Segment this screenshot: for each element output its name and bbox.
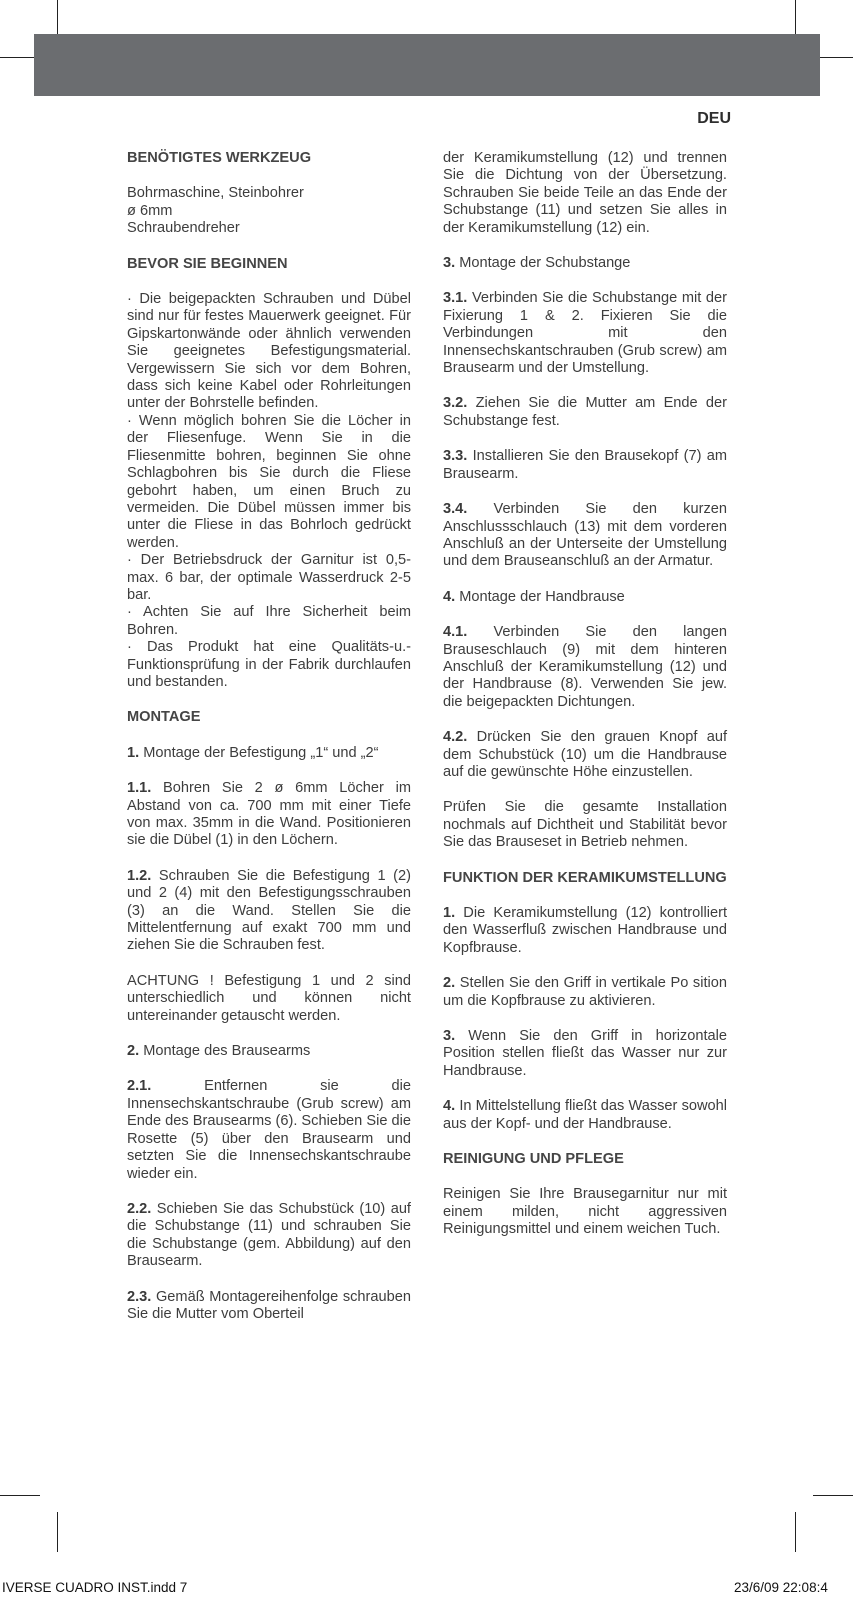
step-text: Wenn Sie den Griff in horizontale Position stellen fließt das Wasser nur zur Handbrause. xyxy=(443,1028,727,1079)
step-1-2 xyxy=(127,868,411,955)
continued-text: der Keramikumstellung (12) und trennen Sie die Dichtung von der Übersetzung. Schrauben Sie beide Teile an das Ende der Schubstange (11) und setzen Sie alles in der Keramikumstellung (12) ein. xyxy=(443,150,727,236)
step-text: Gemäß Montagereihenfolge schrauben Sie die Mutter vom Oberteil xyxy=(127,1288,411,1322)
step-text: Bohren Sie 2 ø 6mm Löcher im Abstand von ca. 700 mm mit einer Tiefe von max. 35mm in die Wand. Positionieren sie die Dübel (1) in den Löchern. xyxy=(127,780,411,849)
step-4-2 xyxy=(443,729,727,781)
step-number: 1. xyxy=(443,905,456,921)
step-text: Montage der Handbrause xyxy=(455,588,625,605)
step-number: 3.2. xyxy=(443,395,468,412)
function-1 xyxy=(443,905,727,957)
crop-mark xyxy=(795,1512,796,1552)
tools-line: ø 6mm xyxy=(127,202,173,219)
heading-tools: BENÖTIGTES WERKZEUG xyxy=(127,150,312,166)
before-item: · Die beigepackten Schrauben und Dübel sind nur für festes Mauerwerk geeignet. Für Gipskartonwände oder ähnlich verwenden Sie geeignetes Befestigungsmaterial. Vergewissern Sie sich vor dem Bohren, dass sich keine Kabel oder Rohrleitungen unter der Bohrstelle befinden. xyxy=(127,291,411,412)
step-text: Verbinden Sie den langen Brauseschlauch (9) mit dem hinteren Anschluß der Keramikumstellung (12) und der Handbrause (8). Verwenden Sie jew. die beigepackten Dichtungen. xyxy=(443,624,727,710)
step-text: Montage des Brausearms xyxy=(139,1043,311,1060)
crop-mark xyxy=(0,1495,40,1496)
step-number: 3. xyxy=(443,1028,456,1045)
step-text: Drücken Sie den grauen Knopf auf dem Schubstück (10) um die Handbrause auf die gewünschte Höhe einzustellen. xyxy=(443,729,727,780)
warning-text: ACHTUNG ! Befestigung 1 und 2 sind unterschiedlich und können nicht untereinander getauscht werden. xyxy=(127,972,411,1024)
step-text: Verbinden Sie den kurzen Anschlussschlauch (13) mit dem vorderen Anschluß an der Unterseite der Umstellung und dem Brauseanschluß an der Armatur. xyxy=(443,501,727,570)
step-text: Entfernen sie die Innensechskantschraube (Grub screw) am Ende des Brausearms (6). Schieben Sie die Rosette (5) über den Brausearm und setzten Sie die Innensechskantschraube wieder ein. xyxy=(127,1078,411,1182)
step-number: 4.1. xyxy=(443,624,468,641)
step-text: Montage der Schubstange xyxy=(455,255,631,272)
function-3 xyxy=(443,1028,727,1080)
step-text: Ziehen Sie die Mutter am Ende der Schubstange fest. xyxy=(443,395,727,429)
header-band xyxy=(34,34,820,96)
step-number: 4. xyxy=(443,1098,456,1115)
step-number: 3.1. xyxy=(443,290,468,307)
before-item: · Wenn möglich bohren Sie die Löcher in der Fliesenfuge. Wenn Sie in die Fliesenmitte bohren, beginnen Sie ohne Schlagbohren bis Sie durch die Fliese gebohrt haben, um einen Bruch zu vermeiden. Die Dübel müssen immer bis unter die Fliese in das Bohrloch gedrückt werden. xyxy=(127,412,411,551)
left-column xyxy=(127,150,411,1341)
step-3-1 xyxy=(443,290,727,377)
footer-file: IVERSE CUADRO INST.indd 7 xyxy=(2,1580,188,1595)
step-3 xyxy=(443,255,727,272)
step-text: Installieren Sie den Brausekopf (7) am Brausearm. xyxy=(443,448,727,482)
function-2 xyxy=(443,975,727,1010)
before-item: · Achten Sie auf Ihre Sicherheit beim Bohren. xyxy=(127,604,411,638)
step-2-1 xyxy=(127,1078,411,1182)
crop-mark xyxy=(813,1495,853,1496)
step-text: Montage der Befestigung „1“ und „2“ xyxy=(139,744,379,761)
step-number: 2. xyxy=(127,1043,140,1060)
step-text: Die Keramikumstellung (12) kontrolliert den Wasserfluß zwischen Handbrause und Kopfbrause. xyxy=(443,905,727,956)
step-text: In Mittelstellung fließt das Wasser sowohl aus der Kopf- und der Handbrause. xyxy=(443,1098,727,1132)
step-text: Schieben Sie das Schubstück (10) auf die Schubstange (11) und schrauben Sie die Schubstange (gem. Abbildung) auf den Brausearm. xyxy=(127,1200,411,1270)
heading-montage: MONTAGE xyxy=(127,709,201,726)
step-number: 1. xyxy=(127,744,140,761)
crop-mark xyxy=(57,1512,58,1552)
step-number: 3. xyxy=(443,255,456,272)
tools-line: Bohrmaschine, Steinbohrer xyxy=(127,185,304,202)
step-1-1 xyxy=(127,780,411,850)
step-number: 1.1. xyxy=(127,780,152,797)
step-4-1 xyxy=(443,624,727,711)
step-3-3 xyxy=(443,448,727,483)
step-number: 3.4. xyxy=(443,501,468,518)
before-item: · Das Produkt hat eine Qualitäts-u.-Funktionsprüfung in der Fabrik durchlaufen und bestanden. xyxy=(127,639,411,690)
step-number: 4. xyxy=(443,588,456,605)
step-number: 3.3. xyxy=(443,448,468,465)
heading-function: FUNKTION DER KERAMIKUMSTELLUNG xyxy=(443,869,727,886)
step-3-4 xyxy=(443,501,727,571)
right-column xyxy=(443,150,727,1257)
step-text: Verbinden Sie die Schubstange mit der Fixierung 1 & 2. Fixieren Sie die Verbindungen mit den Innensechskantschrauben (Grub screw) am Brausearm und der Umstellung. xyxy=(443,290,727,377)
language-code: DEU xyxy=(697,110,731,127)
function-4 xyxy=(443,1098,727,1133)
step-1 xyxy=(127,745,411,762)
check-text: Prüfen Sie die gesamte Installation nochmals auf Dichtheit und Stabilität bevor Sie das Brauseset in Betrieb nehmen. xyxy=(443,799,727,851)
step-2-2 xyxy=(127,1201,411,1271)
heading-before: BEVOR SIE BEGINNEN xyxy=(127,255,288,272)
step-number: 2.1. xyxy=(127,1078,152,1095)
cleaning-text: Reinigen Sie Ihre Brausegarnitur nur mit einem milden, nicht aggressiven Reinigungsmittel und einem weichen Tuch. xyxy=(443,1186,727,1238)
heading-cleaning: REINIGUNG UND PFLEGE xyxy=(443,1151,624,1168)
step-number: 2. xyxy=(443,975,456,992)
before-item: · Der Betriebsdruck der Garnitur ist 0,5-max. 6 bar, der optimale Wasserdruck 2-5 bar. xyxy=(127,552,411,603)
step-4 xyxy=(443,589,727,606)
step-text: Schrauben Sie die Befestigung 1 (2) und 2 (4) mit den Befestigungsschrauben (3) an die Wand. Stellen Sie die Mittelentfernung auf exakt 700 mm und ziehen Sie die Schrauben fest. xyxy=(127,867,411,954)
step-number: 2.3. xyxy=(127,1288,152,1305)
step-number: 1.2. xyxy=(127,867,152,884)
step-text: Stellen Sie den Griff in vertikale Po sition um die Kopfbrause zu aktivieren. xyxy=(443,975,727,1009)
tools-line: Schraubendreher xyxy=(127,220,240,237)
step-2-3 xyxy=(127,1289,411,1324)
step-number: 4.2. xyxy=(443,729,468,746)
step-2 xyxy=(127,1043,411,1060)
step-3-2 xyxy=(443,395,727,430)
footer-timestamp: 23/6/09 22:08:4 xyxy=(734,1580,828,1595)
step-number: 2.2. xyxy=(127,1200,152,1217)
